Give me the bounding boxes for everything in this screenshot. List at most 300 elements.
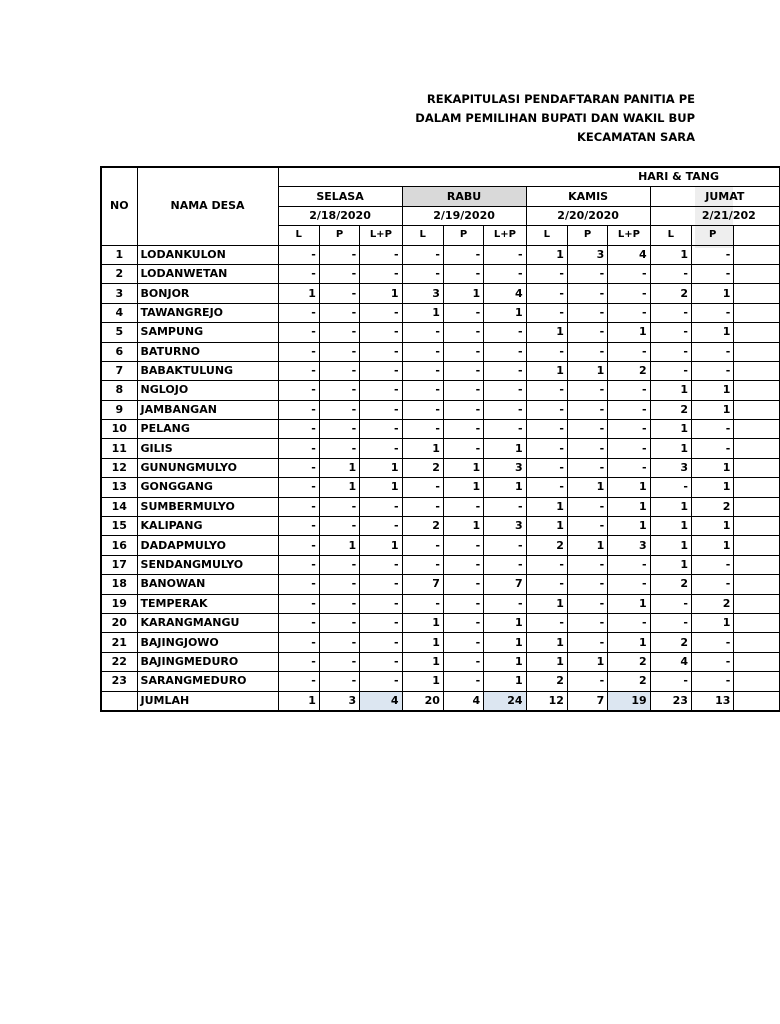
value-cell: - — [443, 400, 483, 419]
value-cell: 1 — [443, 478, 483, 497]
value-cell: - — [360, 342, 402, 361]
day-selasa: SELASA — [278, 187, 402, 206]
value-cell: 1 — [526, 245, 567, 264]
row-number: 21 — [101, 633, 137, 652]
value-cell: 1 — [691, 458, 733, 477]
value-cell: - — [360, 555, 402, 574]
day-kamis: KAMIS — [526, 187, 650, 206]
value-cell: - — [443, 245, 483, 264]
value-cell: 2 — [650, 284, 691, 303]
value-cell: - — [443, 575, 483, 594]
value-cell: 1 — [360, 284, 402, 303]
value-cell: 1 — [484, 303, 526, 322]
value-cell: - — [443, 439, 483, 458]
value-cell: - — [567, 264, 607, 283]
report-title-line-2: DALAM PEMILIHAN BUPATI DAN WAKIL BUP — [415, 111, 695, 125]
value-cell: - — [319, 497, 359, 516]
value-cell: - — [567, 555, 607, 574]
value-cell: 3 — [484, 517, 526, 536]
value-cell: 1 — [484, 478, 526, 497]
village-name: SARANGMEDURO — [137, 672, 278, 691]
value-cell: - — [691, 633, 733, 652]
value-cell: - — [567, 303, 607, 322]
value-cell: - — [443, 633, 483, 652]
value-cell — [734, 342, 780, 361]
value-cell: - — [567, 594, 607, 613]
value-cell: 2 — [650, 633, 691, 652]
value-cell — [734, 303, 780, 322]
value-cell: 2 — [650, 400, 691, 419]
value-cell: - — [608, 458, 650, 477]
value-cell: 2 — [608, 652, 650, 671]
value-cell: - — [567, 517, 607, 536]
total-cell: 12 — [526, 691, 567, 711]
value-cell: - — [278, 381, 319, 400]
value-cell: - — [526, 400, 567, 419]
total-cell: 7 — [567, 691, 607, 711]
value-cell — [734, 400, 780, 419]
village-name: BONJOR — [137, 284, 278, 303]
value-cell: - — [567, 497, 607, 516]
total-cell: 4 — [360, 691, 402, 711]
value-cell: 1 — [526, 361, 567, 380]
table-row — [101, 284, 780, 303]
hari-tanggal-header: HARI & TANG — [278, 167, 779, 187]
value-cell: - — [567, 458, 607, 477]
value-cell: 3 — [402, 284, 443, 303]
total-no-cell — [101, 691, 137, 711]
sub-header-cell: L+P — [484, 226, 526, 245]
sub-header-cell: P — [443, 226, 483, 245]
row-number: 23 — [101, 672, 137, 691]
value-cell: - — [567, 672, 607, 691]
value-cell: - — [567, 400, 607, 419]
value-cell: - — [608, 439, 650, 458]
value-cell: - — [650, 361, 691, 380]
report-title-line-1: REKAPITULASI PENDAFTARAN PANITIA PE — [426, 92, 695, 106]
value-cell: 1 — [484, 633, 526, 652]
value-cell: 2 — [608, 672, 650, 691]
table-row — [101, 594, 780, 613]
value-cell: - — [278, 342, 319, 361]
value-cell: - — [608, 613, 650, 632]
value-cell — [734, 575, 780, 594]
sub-header-cell: P — [691, 226, 733, 245]
village-name: JAMBANGAN — [137, 400, 278, 419]
value-cell: 1 — [443, 284, 483, 303]
value-cell: - — [691, 361, 733, 380]
table-viewport — [100, 166, 756, 726]
value-cell: - — [484, 323, 526, 342]
row-number: 22 — [101, 652, 137, 671]
date-jumat: 2/21/202 — [650, 206, 779, 225]
value-cell: - — [278, 439, 319, 458]
value-cell: - — [360, 652, 402, 671]
desa-header: NAMA DESA — [137, 167, 278, 245]
village-name: BAJINGJOWO — [137, 633, 278, 652]
value-cell: - — [691, 420, 733, 439]
value-cell: - — [567, 439, 607, 458]
value-cell: - — [319, 672, 359, 691]
value-cell: 1 — [608, 633, 650, 652]
value-cell — [734, 652, 780, 671]
value-cell: - — [360, 594, 402, 613]
value-cell — [734, 284, 780, 303]
value-cell: - — [278, 303, 319, 322]
value-cell: - — [360, 264, 402, 283]
table-row — [101, 303, 780, 322]
value-cell: - — [319, 613, 359, 632]
value-cell: - — [443, 652, 483, 671]
value-cell: - — [608, 303, 650, 322]
row-number: 18 — [101, 575, 137, 594]
value-cell: - — [526, 303, 567, 322]
value-cell: - — [608, 555, 650, 574]
value-cell: 1 — [278, 284, 319, 303]
value-cell: - — [319, 517, 359, 536]
value-cell: - — [319, 633, 359, 652]
value-cell: - — [526, 439, 567, 458]
village-name: LODANWETAN — [137, 264, 278, 283]
value-cell: - — [691, 672, 733, 691]
row-number: 2 — [101, 264, 137, 283]
row-number: 1 — [101, 245, 137, 264]
value-cell: 1 — [402, 652, 443, 671]
value-cell: 1 — [402, 439, 443, 458]
total-cell: 13 — [691, 691, 733, 711]
village-name: GUNUNGMULYO — [137, 458, 278, 477]
value-cell: 1 — [650, 381, 691, 400]
value-cell: - — [319, 575, 359, 594]
value-cell: - — [526, 264, 567, 283]
value-cell: - — [402, 497, 443, 516]
value-cell: - — [360, 361, 402, 380]
value-cell: - — [360, 381, 402, 400]
value-cell: 1 — [443, 517, 483, 536]
row-number: 14 — [101, 497, 137, 516]
value-cell: - — [402, 245, 443, 264]
total-label: JUMLAH — [137, 691, 278, 711]
value-cell: - — [319, 323, 359, 342]
value-cell: - — [484, 497, 526, 516]
value-cell: - — [278, 420, 319, 439]
value-cell: 1 — [402, 613, 443, 632]
value-cell: - — [443, 303, 483, 322]
total-cell: 4 — [443, 691, 483, 711]
value-cell: - — [650, 342, 691, 361]
value-cell: 1 — [484, 652, 526, 671]
table-row — [101, 613, 780, 632]
value-cell: - — [402, 361, 443, 380]
value-cell: 1 — [526, 497, 567, 516]
value-cell: 1 — [691, 517, 733, 536]
value-cell: - — [360, 400, 402, 419]
value-cell: - — [402, 400, 443, 419]
village-name: TEMPERAK — [137, 594, 278, 613]
value-cell: - — [402, 536, 443, 555]
value-cell: - — [319, 284, 359, 303]
value-cell: 1 — [360, 458, 402, 477]
value-cell: 1 — [650, 555, 691, 574]
value-cell — [734, 439, 780, 458]
value-cell: 1 — [402, 303, 443, 322]
value-cell: - — [278, 478, 319, 497]
value-cell: 1 — [360, 478, 402, 497]
sub-header-cell: L — [402, 226, 443, 245]
value-cell — [734, 361, 780, 380]
value-cell: - — [484, 555, 526, 574]
table-row — [101, 361, 780, 380]
value-cell: - — [484, 420, 526, 439]
value-cell: - — [443, 361, 483, 380]
value-cell: - — [567, 323, 607, 342]
value-cell: - — [443, 381, 483, 400]
value-cell — [734, 478, 780, 497]
value-cell: - — [526, 284, 567, 303]
value-cell: - — [319, 420, 359, 439]
value-cell: - — [567, 633, 607, 652]
value-cell: - — [691, 439, 733, 458]
value-cell: 1 — [567, 536, 607, 555]
value-cell: 4 — [650, 652, 691, 671]
value-cell: 1 — [484, 613, 526, 632]
table-row — [101, 555, 780, 574]
value-cell — [734, 517, 780, 536]
value-cell: - — [526, 575, 567, 594]
value-cell: - — [650, 613, 691, 632]
sub-header-cell: L — [650, 226, 691, 245]
table-row — [101, 497, 780, 516]
value-cell: 1 — [402, 672, 443, 691]
value-cell — [734, 497, 780, 516]
value-cell: - — [443, 594, 483, 613]
recap-table — [100, 166, 780, 712]
value-cell: - — [278, 652, 319, 671]
value-cell: 1 — [650, 245, 691, 264]
value-cell: - — [650, 672, 691, 691]
total-cell: 19 — [608, 691, 650, 711]
value-cell: 1 — [319, 478, 359, 497]
value-cell: 1 — [608, 594, 650, 613]
village-name: BABAKTULUNG — [137, 361, 278, 380]
value-cell: 1 — [691, 536, 733, 555]
value-cell: 1 — [691, 400, 733, 419]
value-cell: - — [319, 400, 359, 419]
day-rabu: RABU — [402, 187, 526, 206]
total-cell: 24 — [484, 691, 526, 711]
value-cell: 1 — [319, 536, 359, 555]
value-cell: - — [319, 555, 359, 574]
value-cell: - — [608, 284, 650, 303]
row-number: 9 — [101, 400, 137, 419]
value-cell: 1 — [443, 458, 483, 477]
date-kamis: 2/20/2020 — [526, 206, 650, 225]
table-row — [101, 245, 780, 264]
row-number: 6 — [101, 342, 137, 361]
value-cell: - — [278, 613, 319, 632]
value-cell: 2 — [608, 361, 650, 380]
value-cell: - — [484, 361, 526, 380]
value-cell: 1 — [691, 613, 733, 632]
value-cell: - — [484, 342, 526, 361]
value-cell — [734, 555, 780, 574]
value-cell: - — [443, 323, 483, 342]
village-name: SUMBERMULYO — [137, 497, 278, 516]
sub-header-cell: L+P — [360, 226, 402, 245]
village-name: GONGGANG — [137, 478, 278, 497]
row-number: 15 — [101, 517, 137, 536]
value-cell: - — [360, 245, 402, 264]
value-cell: - — [691, 264, 733, 283]
row-number: 7 — [101, 361, 137, 380]
value-cell: - — [526, 478, 567, 497]
value-cell: - — [360, 420, 402, 439]
value-cell: 1 — [360, 536, 402, 555]
value-cell: 2 — [402, 458, 443, 477]
value-cell: - — [360, 672, 402, 691]
value-cell: 1 — [691, 478, 733, 497]
table-row — [101, 400, 780, 419]
value-cell: - — [278, 323, 319, 342]
value-cell — [734, 381, 780, 400]
value-cell: - — [278, 264, 319, 283]
value-cell: 1 — [484, 439, 526, 458]
value-cell: - — [278, 633, 319, 652]
table-row — [101, 478, 780, 497]
value-cell: - — [650, 594, 691, 613]
value-cell: - — [526, 555, 567, 574]
value-cell: - — [608, 342, 650, 361]
sub-header-cell: L — [526, 226, 567, 245]
value-cell: - — [443, 536, 483, 555]
value-cell: - — [360, 633, 402, 652]
value-cell: - — [443, 264, 483, 283]
value-cell: - — [608, 264, 650, 283]
value-cell: 2 — [402, 517, 443, 536]
table-row — [101, 575, 780, 594]
value-cell: - — [567, 420, 607, 439]
value-cell: 1 — [526, 323, 567, 342]
village-name: SAMPUNG — [137, 323, 278, 342]
village-name: LODANKULON — [137, 245, 278, 264]
row-number: 17 — [101, 555, 137, 574]
value-cell: - — [650, 323, 691, 342]
sub-header-cell — [734, 226, 780, 245]
village-name: NGLOJO — [137, 381, 278, 400]
value-cell: - — [691, 575, 733, 594]
value-cell: - — [526, 381, 567, 400]
table-row — [101, 458, 780, 477]
row-number: 5 — [101, 323, 137, 342]
village-name: SENDANGMULYO — [137, 555, 278, 574]
value-cell — [734, 536, 780, 555]
value-cell: 1 — [691, 381, 733, 400]
value-cell: - — [319, 303, 359, 322]
value-cell: - — [278, 245, 319, 264]
table-row — [101, 672, 780, 691]
value-cell: - — [319, 439, 359, 458]
value-cell: 2 — [650, 575, 691, 594]
village-name: PELANG — [137, 420, 278, 439]
row-number: 13 — [101, 478, 137, 497]
value-cell: - — [278, 575, 319, 594]
total-cell — [734, 691, 780, 711]
value-cell: - — [567, 342, 607, 361]
value-cell — [734, 633, 780, 652]
value-cell: - — [650, 478, 691, 497]
value-cell: - — [319, 652, 359, 671]
value-cell: - — [278, 536, 319, 555]
no-header: NO — [101, 167, 137, 245]
value-cell: - — [443, 555, 483, 574]
value-cell: - — [691, 342, 733, 361]
value-cell: - — [319, 264, 359, 283]
table-row — [101, 652, 780, 671]
village-name: BAJINGMEDURO — [137, 652, 278, 671]
value-cell: - — [360, 323, 402, 342]
table-row — [101, 420, 780, 439]
value-cell: - — [402, 420, 443, 439]
value-cell: 1 — [402, 633, 443, 652]
value-cell: - — [278, 497, 319, 516]
value-cell: 1 — [650, 439, 691, 458]
value-cell: - — [402, 478, 443, 497]
value-cell: - — [567, 381, 607, 400]
value-cell: - — [319, 342, 359, 361]
value-cell: - — [278, 458, 319, 477]
table-row — [101, 633, 780, 652]
value-cell — [734, 672, 780, 691]
value-cell: - — [402, 555, 443, 574]
value-cell: 4 — [608, 245, 650, 264]
date-rabu: 2/19/2020 — [402, 206, 526, 225]
row-number: 8 — [101, 381, 137, 400]
row-number: 12 — [101, 458, 137, 477]
value-cell: 1 — [567, 361, 607, 380]
value-cell: - — [443, 420, 483, 439]
village-name: DADAPMULYO — [137, 536, 278, 555]
value-cell: - — [526, 458, 567, 477]
value-cell: 1 — [567, 478, 607, 497]
row-number: 4 — [101, 303, 137, 322]
value-cell: 1 — [319, 458, 359, 477]
value-cell: - — [443, 342, 483, 361]
table-row — [101, 536, 780, 555]
value-cell — [734, 613, 780, 632]
value-cell — [734, 264, 780, 283]
value-cell — [734, 458, 780, 477]
table-row — [101, 517, 780, 536]
table-row — [101, 439, 780, 458]
sub-header-cell: L — [278, 226, 319, 245]
value-cell — [734, 594, 780, 613]
value-cell: - — [567, 613, 607, 632]
value-cell: - — [526, 342, 567, 361]
value-cell: 1 — [608, 517, 650, 536]
value-cell: - — [402, 264, 443, 283]
value-cell: 7 — [402, 575, 443, 594]
value-cell: - — [484, 400, 526, 419]
value-cell: - — [691, 245, 733, 264]
value-cell: - — [278, 672, 319, 691]
report-title-line-3: KECAMATAN SARA — [577, 130, 695, 144]
row-number: 10 — [101, 420, 137, 439]
value-cell: - — [360, 439, 402, 458]
value-cell: 7 — [484, 575, 526, 594]
value-cell: - — [402, 381, 443, 400]
village-name: TAWANGREJO — [137, 303, 278, 322]
value-cell: 1 — [650, 536, 691, 555]
